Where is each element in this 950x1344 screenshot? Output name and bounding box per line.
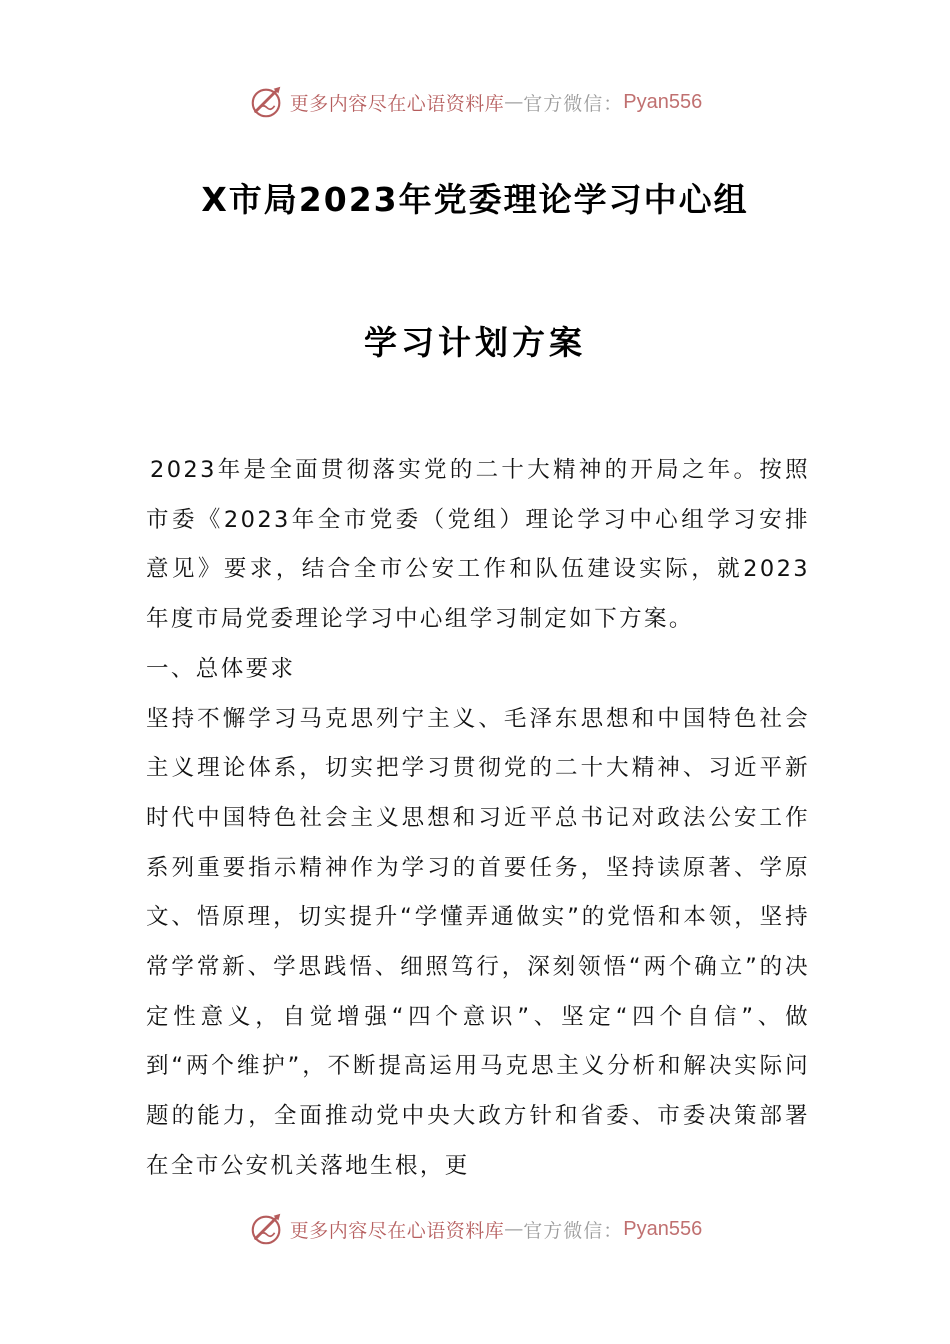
document-body [146,446,810,1192]
section-paragraph: 坚持不懈学习马克思列宁主义、毛泽东思想和中国特色社会主义理论体系，切实把学习贯彻党的二十大精神、习近平新时代中国特色社会主义思想和习近平总书记对政法公安工作系列重要指示精神作为学习的首要任务，坚持读原著、学原文、悟原理，切实提升“学懂弄通做实”的党悟和本领，坚持常学常新、学思践悟、细照笃行，深刻领悟“两个确立”的决定性意义，自觉增强“四个意识”、坚定“四个自信”、做到“两个维护”，不断提高运用马克思主义分析和解决实际问题的能力，全面推动党中央大政方针和省委、市委决策部署在全市公安机关落地生根，更 [146,705,810,1179]
watermark-wechat-label: 官方微信： [523,92,624,115]
watermark-wechat-id: Pyan556 [623,1217,703,1240]
pen-logo-icon [248,83,286,121]
watermark-wechat-id: Pyan556 [623,90,703,113]
document-title-line-2: 学习计划方案 [364,323,586,362]
header-watermark [0,80,950,124]
footer-watermark [0,1207,950,1251]
pen-logo-icon [248,1210,286,1248]
section-heading: 一、总体要求 [146,655,296,682]
intro-paragraph: 2023年是全面贯彻落实党的二十大精神的开局之年。按照市委《2023年全市党委（党组）理论学习中心组学习安排意见》要求，结合全市公安工作和队伍建设实际，就2023年度市局党委理论学习中心组学习制定如下方案。 [146,457,810,633]
document-title-line-1: X市局2023年党委理论学习中心组 [201,180,749,219]
watermark-text: 更多内容尽在心语资料库 [289,1219,505,1242]
watermark-wechat-label: 官方微信： [523,1219,624,1242]
watermark-separator: — [504,1218,524,1240]
watermark-text: 更多内容尽在心语资料库 [289,92,505,115]
watermark-separator: — [504,91,524,113]
